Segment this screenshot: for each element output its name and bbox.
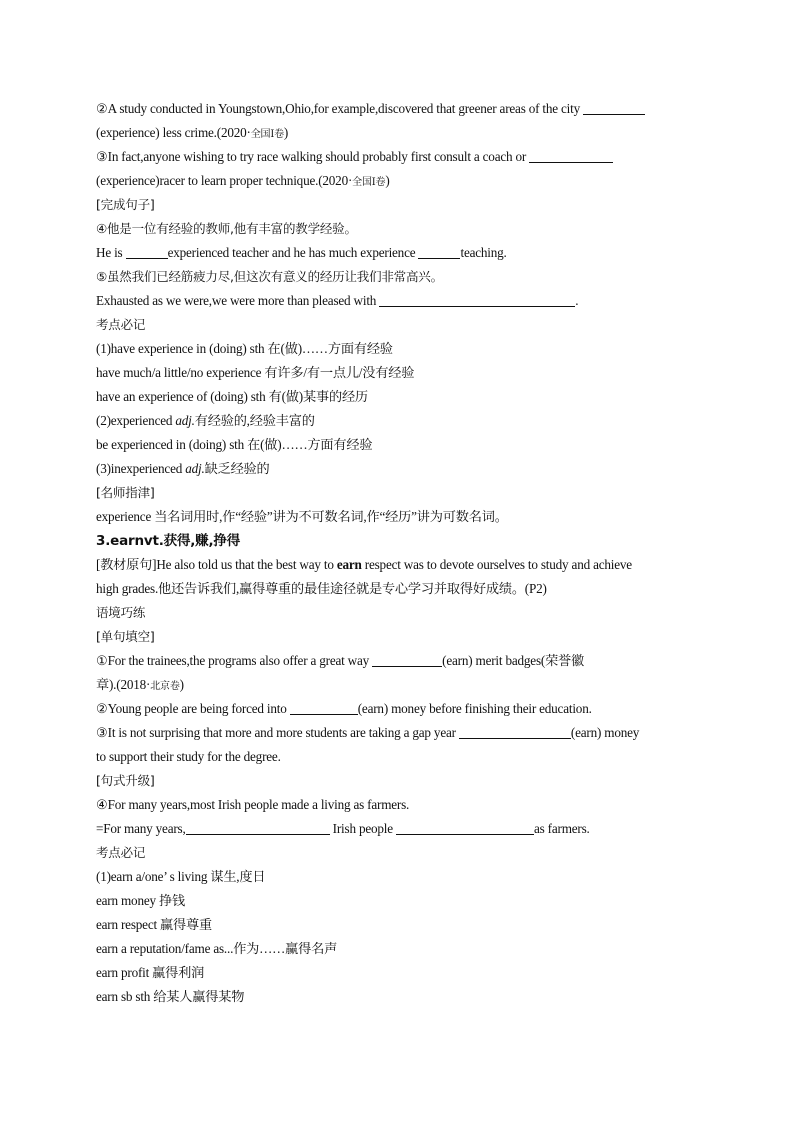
earn-exercise-4-rewrite: =For many years, Irish people as farmers. <box>96 821 590 836</box>
teacher-tips-text: experience 当名词用时,作“经验”讲为不可数名词,作“经历”讲为可数名词。 <box>96 509 508 524</box>
answer-blank[interactable] <box>418 244 460 259</box>
earn-exercise-1-line-1: ①For the trainees,the programs also offer a great way (earn) merit badges(荣誉徽 <box>96 653 585 668</box>
answer-blank[interactable] <box>396 820 534 835</box>
section-sentence-upgrade: [句式升级] <box>96 773 155 788</box>
earn-exercise-3-line-1: ③It is not surprising that more and more students are taking a gap year (earn) money <box>96 725 640 740</box>
answer-blank[interactable] <box>290 700 358 715</box>
answer-blank[interactable] <box>372 652 442 667</box>
answer-blank[interactable] <box>583 100 645 115</box>
section-heading-earn: 3.earnvt.获得,赚,挣得 <box>96 533 240 549</box>
exercise-4-chinese: ④他是一位有经验的教师,他有丰富的教学经验。 <box>96 221 357 236</box>
answer-blank[interactable] <box>529 148 613 163</box>
key-point: (1)earn a/one’ s living 谋生,度日 <box>96 869 266 884</box>
key-point: be experienced in (doing) sth 在(做)……方面有经验 <box>96 437 373 452</box>
key-point: (2)experienced adj.有经验的,经验丰富的 <box>96 413 315 428</box>
exercise-3-line-2: (experience)racer to learn proper technique.(2020·全国Ⅰ卷) <box>96 173 390 188</box>
exercise-5-chinese: ⑤虽然我们已经筋疲力尽,但这次有意义的经历让我们非常高兴。 <box>96 269 443 284</box>
key-point: earn money 挣钱 <box>96 893 185 908</box>
exercise-3-line-1: ③In fact,anyone wishing to try race walking should probably first consult a coach or <box>96 145 700 169</box>
earn-exercise-4-original: ④For many years,most Irish people made a living as farmers. <box>96 797 410 812</box>
earn-exercise-1-line-2: 章).(2018·北京卷) <box>96 677 184 692</box>
answer-blank[interactable] <box>459 724 571 739</box>
textbook-sentence-line-2: high grades.他还告诉我们,赢得尊重的最佳途径就是专心学习并取得好成绩。(P2) <box>96 581 547 596</box>
section-complete-sentence: [完成句子] <box>96 197 155 212</box>
textbook-sentence-line-1: [教材原句]He also told us that the best way to earn respect was to devote ourselves to study and achieve <box>96 557 632 572</box>
key-point: have an experience of (doing) sth 有(做)某事的经历 <box>96 389 368 404</box>
key-point: (3)inexperienced adj.缺乏经验的 <box>96 461 270 476</box>
exercise-4-english: He is experienced teacher and he has much experience teaching. <box>96 245 507 260</box>
answer-blank[interactable] <box>379 292 575 307</box>
key-point: earn sb sth 给某人赢得某物 <box>96 989 245 1004</box>
earn-exercise-2: ②Young people are being forced into (earn) money before finishing their education. <box>96 701 592 716</box>
exercise-5-english: Exhausted as we were,we were more than pleased with . <box>96 293 579 308</box>
section-fill-blank: [单句填空] <box>96 629 155 644</box>
teacher-tips-title: [名师指津] <box>96 485 155 500</box>
key-points-title: 考点必记 <box>96 317 146 332</box>
exercise-2-line-2: (experience) less crime.(2020·全国Ⅰ卷) <box>96 125 289 140</box>
earn-exercise-3-line-2: to support their study for the degree. <box>96 749 281 764</box>
exercise-2-line-1: ②A study conducted in Youngstown,Ohio,for example,discovered that greener areas of the city <box>96 97 700 121</box>
context-practice-title: 语境巧练 <box>96 605 146 620</box>
key-points-title: 考点必记 <box>96 845 146 860</box>
document-page <box>96 97 700 1009</box>
key-point: have much/a little/no experience 有许多/有一点儿/没有经验 <box>96 365 415 380</box>
key-point: earn a reputation/fame as...作为……赢得名声 <box>96 941 338 956</box>
key-point: earn profit 赢得利润 <box>96 965 205 980</box>
answer-blank[interactable] <box>126 244 168 259</box>
answer-blank[interactable] <box>186 820 330 835</box>
key-point: (1)have experience in (doing) sth 在(做)……方面有经验 <box>96 341 393 356</box>
key-point: earn respect 赢得尊重 <box>96 917 212 932</box>
